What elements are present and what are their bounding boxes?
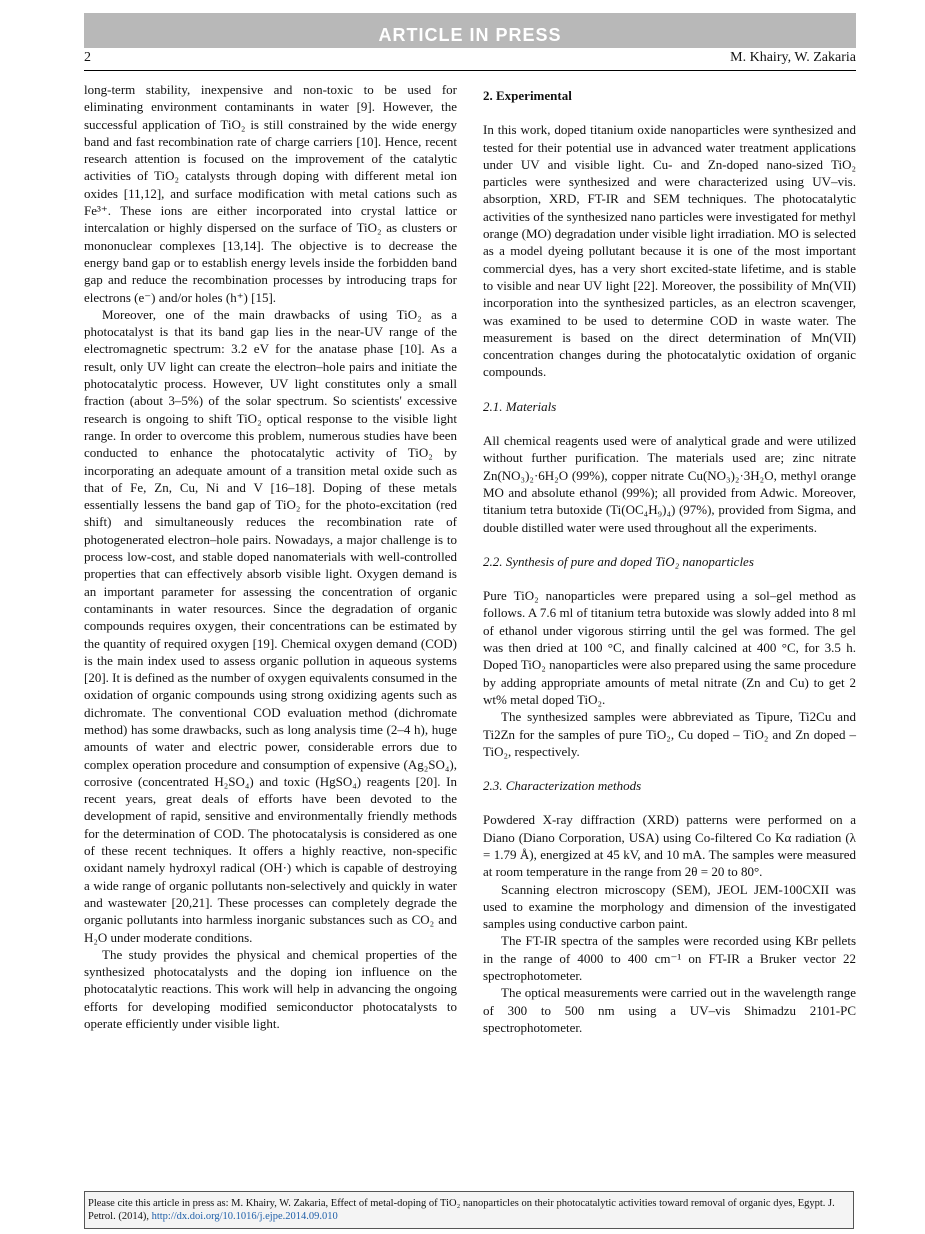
subsection-heading-synthesis: 2.2. Synthesis of pure and doped TiO₂ nanoparticles (483, 553, 754, 569)
doi-link[interactable]: http://dx.doi.org/10.1016/j.ejpe.2014.09.010 (151, 1211, 338, 1222)
characterization-paragraph-3: The FT-IR spectra of the samples were recorded using KBr pellets in the range of 4000 to 400 cm⁻¹ on FT-IR a Bruker vector 22 spectrophotometer. (483, 933, 856, 984)
citation-footer (84, 1191, 854, 1229)
running-head-authors: M. Khairy, W. Zakaria (730, 50, 856, 65)
section-heading-experimental: 2. Experimental (483, 88, 572, 103)
experimental-paragraph: In this work, doped titanium oxide nanoparticles were synthesized and tested for their potential use in advanced water treatment applications under UV and visible light. Cu- and Zn-doped nano-sized TiO₂ particles were synthesized and were characterized using UV–vis. absorption, XRD, FT-IR and SEM techniques. The photocatalytic activities of the synthesized nano particles were investigated for methyl orange (MO) degradation under visible light irradiation. MO is selected as a model dyeing pollutant because it is one of the most important commercial dyes, has a very short excited-state lifetime, and is stable to visible and near UV light [22]. Moreover, the possibility of Mn(VII) incorporation into the synthesized particles, as an electron scavenger, was examined to be used to determine COD in waste water. The measurement is based on the direct determination of Mn(VII) concentration changes during the photocatalytic oxidation of organic compounds. (483, 122, 856, 380)
page-number: 2 (84, 50, 91, 65)
header-rule (84, 70, 856, 71)
synthesis-paragraph-1: Pure TiO₂ nanoparticles were prepared using a sol–gel method as follows. A 7.6 ml of titanium tetra butoxide was slowly added into 8 ml of ethanol under vigorous stirring until the gel was formed. The gel was then dried at 100 °C, and finally calcined at 400 °C, for 3.5 h. Doped TiO₂ nanoparticles were also prepared using the same procedure by adding appropriate amounts of metal nitrate (Zn and Cu) to get 2 wt% metal doped TiO₂. (483, 588, 856, 707)
right-column (483, 81, 856, 1036)
characterization-paragraph-1: Powdered X-ray diffraction (XRD) patterns were performed on a Diano (Diano Corporation, USA) using Co-filtered Co Kα radiation (λ = 1.79 Å), energized at 45 kV, and 10 mA. The samples were measured at room temperature in the range from 2θ = 20 to 80°. (483, 812, 856, 880)
characterization-paragraph-4: The optical measurements were carried out in the wavelength range of 300 to 500 nm using a UV–vis Shimadzu 2101-PC spectrophotometer. (483, 985, 856, 1035)
intro-paragraph-3: The study provides the physical and chemical properties of the synthesized photocatalysts and the doping ion influence on the photocatalytic reactions. This work will help in advancing the ongoing efforts for developing modified semiconductor photocatalysts to operate efficiently under visible light. (84, 946, 457, 1032)
article-in-press-banner: ARTICLE IN PRESS (84, 13, 856, 48)
citation-text: Please cite this article in press as: M. Khairy, W. Zakaria, Effect of metal-doping of TiO₂ nanoparticles on their photocatalytic activities toward removal of organic dyes, Egypt. J. Petrol. (2014), (88, 1198, 835, 1222)
intro-paragraph-1: long-term stability, inexpensive and non-toxic to be used for eliminating environment contaminants in water [9]. However, the successful application of TiO₂ is still constrained by the wide energy band and fast recombination rate of charge carriers [10]. Hence, recent research attention is focused on the improvement of the catalytic activities of TiO₂ catalysts through doping with different metal ion oxides [11,12], and surface modification with metal cations such as Fe³⁺. These ions are either incorporated into crystal lattice or intercalation or highly dispersed on the surface of TiO₂ as clusters or mononuclear complexes [13,14]. The objective is to decrease the energy band gap or to establish energy levels inside the forbidden band gap and reduce the recombination processes by introducing traps for electrons (e⁻) and/or holes (h⁺) [15]. (84, 82, 457, 305)
characterization-paragraph-2: Scanning electron microscopy (SEM), JEOL JEM-100CXII was used to examine the morphology and dimension of the investigated samples using conductive carbon paint. (483, 881, 856, 932)
subsection-heading-materials: 2.1. Materials (483, 398, 557, 414)
materials-paragraph: All chemical reagents used were of analytical grade and were utilized without further purification. The materials used are; zinc nitrate Zn(NO₃)₂·6H₂O (99%), copper nitrate Cu(NO₃)₂·3H₂O, methyl orange MO and absolute ethanol (99%); all provided from Adwic. Moreover, titanium tetra butoxide (Ti(OC₄H₉)₄) (97%), provided from Sigma, and double distilled water were used throughout all the experiments. (483, 433, 856, 535)
subsection-heading-characterization: 2.3. Characterization methods (483, 778, 642, 794)
synthesis-paragraph-2: The synthesized samples were abbreviated as Tipure, Ti2Cu and Ti2Zn for the samples of pure TiO₂, Cu doped – TiO₂ and Zn doped – TiO₂, respectively. (483, 709, 856, 759)
left-column (84, 81, 457, 1032)
intro-paragraph-2: Moreover, one of the main drawbacks of using TiO₂ as a photocatalyst is that its band gap lies in the near-UV range of the electromagnetic spectrum: 3.2 eV for the anatase phase [10]. As a result, only UV light can create the electron–hole pairs and initiate the photocatalytic process. However, UV light constitutes only a small fraction (about 3–5%) of the solar spectrum. So scientists' excessive research is ongoing to shift TiO₂ optical response to the visible light range. In order to overcome this problem, numerous studies have been conducted to enhance the photocatalytic activity of TiO₂ by incorporating an adequate amount of a transition metal oxide such as that of Fe, Zn, Cu, Ni and V [16–18]. Doping of these metals essentially lessens the band gap of TiO₂ for the photo-excitation (red shift) and simultaneously reduces the recombination rate of photogenerated electron–hole pairs. Nowadays, a major challenge is to process low-cost, and stable doped nanomaterials with well-controlled properties that can effectively absorb visible light. Oxygen demand is an important parameter for assessing the concentration of organic contaminants in water resources. Since the degradation of organic compounds requires oxygen, their concentrations can be estimated by the quantity of required oxygen [19]. Chemical oxygen demand (COD) is the main index used to assess organic pollution in aqueous systems [20]. It is defined as the number of oxygen equivalents consumed in the oxidation of organic compounds using strong oxidizing agents such as dichromate. The conventional COD evaluation method (dichromate method) has some drawbacks, such as long analysis time (2–4 h), huge amounts of water and electric power, considerable errors due to complex operation procedure and consumption of expensive (Ag₂SO₄), corrosive (concentrated H₂SO₄) and toxic (HgSO₄) reagents [20]. In recent years, great deals of efforts have been devoted to the development of rapid, sensitive and environmentally friendly methods for the determination of COD. The photocatalysis is considered as one of these recent techniques. It offers a highly reactive, non-specific oxidant namely hydroxyl radical (OH·) which is capable of destroying a wide range of organic pollutants non-selectively and quickly in water and wastewater [20,21]. These processes can completely degrade the organic pollutants into harmless inorganic substances such as CO₂ and H₂O under moderate conditions. (84, 306, 457, 945)
